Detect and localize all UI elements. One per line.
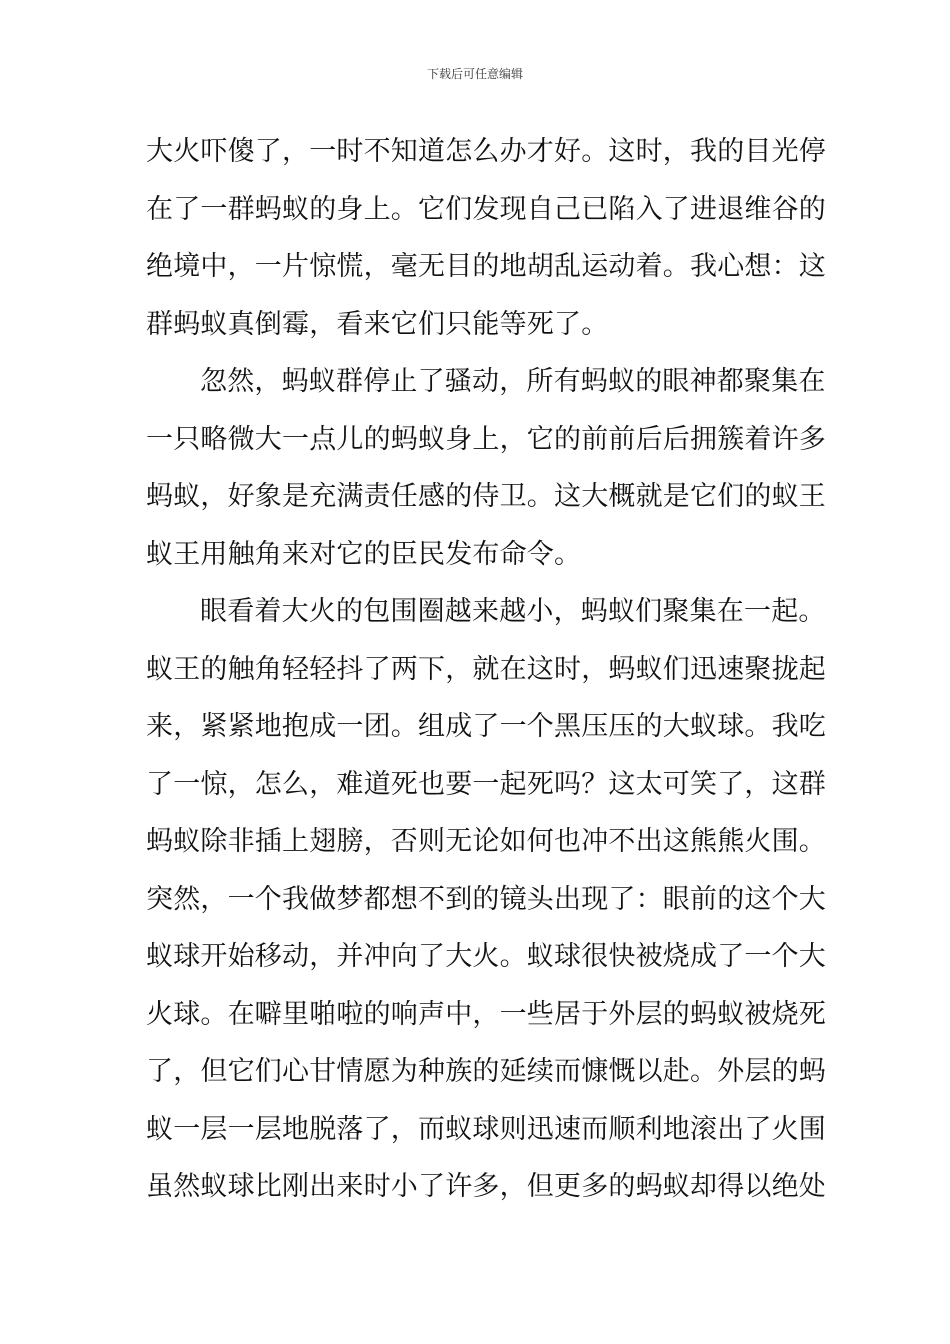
text-line: 绝境中，一片惊慌，毫无目的地胡乱运动着。我心想：这 — [146, 251, 826, 282]
text-line: 蚁一层一层地脱落了，而蚁球则迅速而顺利地滚出了火围 — [146, 1113, 826, 1145]
text-line: 火球。在噼里啪啦的响声中，一些居于外层的蚂蚁被烧死 — [146, 998, 826, 1030]
body-text — [146, 123, 826, 1216]
text-line: 一只略微大一点儿的蚂蚁身上，它的前前后后拥簇着许多 — [146, 423, 826, 455]
text-line-paragraph-start: 忽然，蚂蚁群停止了骚动，所有蚂蚁的眼神都聚集在 — [200, 366, 826, 397]
text-line: 大火吓傻了，一时不知道怎么办才好。这时，我的目光停 — [146, 136, 826, 167]
text-line: 蚂蚁，好象是充满责任感的侍卫。这大概就是它们的蚁王 — [146, 481, 826, 512]
page-header-note: 下载后可任意编辑 — [426, 67, 523, 81]
text-line-paragraph-start: 眼看着大火的包围圈越来越小，蚂蚁们聚集在一起。 — [200, 596, 826, 627]
text-line: 蚁王的触角轻轻抖了两下，就在这时，蚂蚁们迅速聚拢起 — [146, 653, 826, 685]
text-line: 了一惊，怎么，难道死也要一起死吗？这太可笑了，这群 — [146, 768, 826, 800]
text-line: 蚂蚁除非插上翅膀，否则无论如何也冲不出这熊熊火围。 — [146, 826, 826, 857]
text-line: 在了一群蚂蚁的身上。它们发现自己已陷入了进退维谷的 — [146, 193, 826, 225]
text-line: 来，紧紧地抱成一团。组成了一个黑压压的大蚁球。我吃 — [146, 711, 826, 742]
text-line: 突然，一个我做梦都想不到的镜头出现了：眼前的这个大 — [146, 883, 826, 915]
text-line: 虽然蚁球比刚出来时小了许多，但更多的蚂蚁却得以绝处 — [146, 1171, 826, 1202]
text-line: 群蚂蚁真倒霉，看来它们只能等死了。 — [146, 308, 609, 340]
text-line: 蚁球开始移动，并冲向了大火。蚁球很快被烧成了一个大 — [146, 941, 826, 972]
text-line: 蚁王用触角来对它的臣民发布命令。 — [146, 538, 582, 570]
text-line: 了，但它们心甘情愿为种族的延续而慷慨以赴。外层的蚂 — [146, 1056, 826, 1087]
